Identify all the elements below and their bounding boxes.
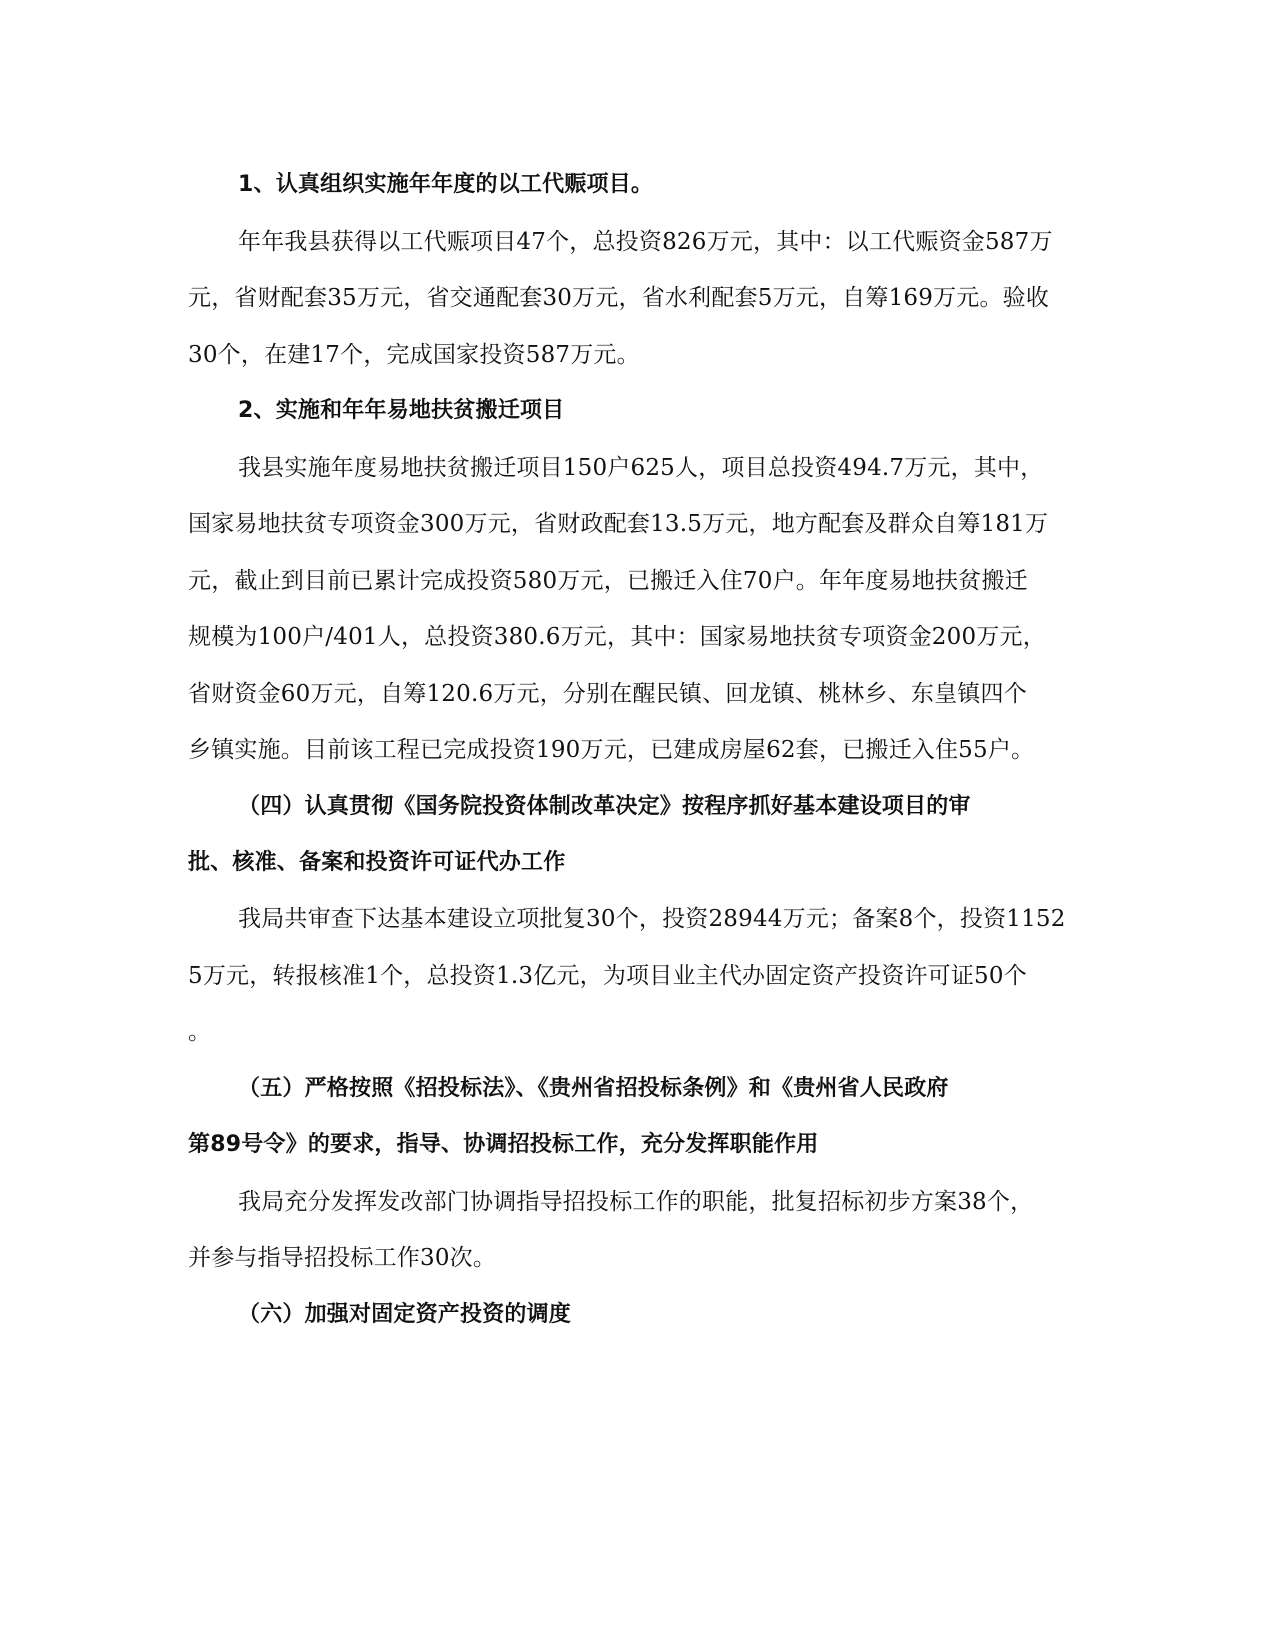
section-heading-5: （五）严格按照《招投标法》、《贵州省招投标条例》和《贵州省人民政府 <box>238 1076 949 1101</box>
section-heading-4-continued: 批、核准、备案和投资许可证代办工作 <box>188 850 566 875</box>
paragraph-line: 我县实施年度易地扶贫搬迁项目150户625人，项目总投资494.7万元，其中， <box>238 455 1044 481</box>
paragraph-line: 规模为100户/401人，总投资380.6万元，其中：国家易地扶贫专项资金200万元， <box>188 624 1046 650</box>
paragraph-line: 元，截止到目前已累计完成投资580万元，已搬迁入住70户。年年度易地扶贫搬迁 <box>188 568 1028 594</box>
section-heading-5-continued: 第89号令》的要求，指导、协调招投标工作，充分发挥职能作用 <box>188 1132 819 1157</box>
paragraph-line: 并参与指导招投标工作30次。 <box>188 1245 497 1271</box>
paragraph-line: 我局共审查下达基本建设立项批复30个，投资28944万元；备案8个，投资1152 <box>238 906 1066 932</box>
paragraph-line: 我局充分发挥发改部门协调指导招投标工作的职能，批复招标初步方案38个， <box>238 1189 1034 1215</box>
paragraph-line: 。 <box>188 1019 212 1045</box>
heading-2: 2、实施和年年易地扶贫搬迁项目 <box>238 398 565 423</box>
paragraph-line: 年年我县获得以工代赈项目47个，总投资826万元，其中：以工代赈资金587万 <box>238 229 1053 255</box>
heading-1: 1、认真组织实施年年度的以工代赈项目。 <box>238 172 654 197</box>
paragraph-line: 元，省财配套35万元，省交通配套30万元，省水利配套5万元，自筹169万元。验收 <box>188 285 1050 311</box>
paragraph-line: 国家易地扶贫专项资金300万元，省财政配套13.5万元，地方配套及群众自筹181万 <box>188 511 1049 537</box>
paragraph-line: 5万元，转报核准1个，总投资1.3亿元，为项目业主代办固定资产投资许可证50个 <box>188 963 1027 989</box>
paragraph-line: 乡镇实施。目前该工程已完成投资190万元，已建成房屋62套，已搬迁入住55户。 <box>188 737 1035 763</box>
section-heading-6: （六）加强对固定资产投资的调度 <box>238 1302 572 1327</box>
paragraph-line: 省财资金60万元，自筹120.6万元，分别在醒民镇、回龙镇、桃林乡、东皇镇四个 <box>188 681 1027 707</box>
paragraph-line: 30个，在建17个，完成国家投资587万元。 <box>188 342 640 368</box>
section-heading-4: （四）认真贯彻《国务院投资体制改革决定》按程序抓好基本建设项目的审 <box>238 794 971 819</box>
